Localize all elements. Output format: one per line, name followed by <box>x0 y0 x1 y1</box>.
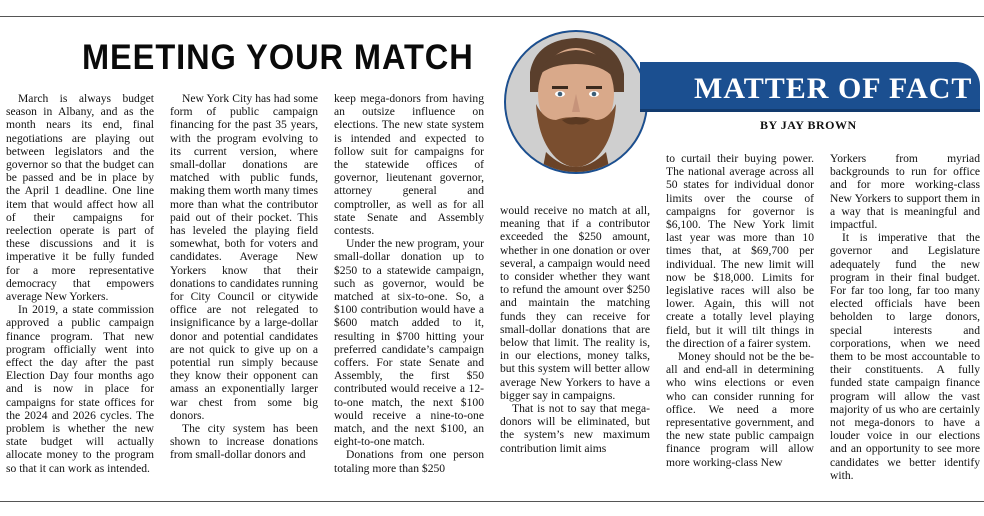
paragraph: The city system has been shown to increase donations from small-dollar donors and <box>170 422 318 462</box>
text-column-4 <box>500 204 650 496</box>
paragraph: In 2019, a state commission approved a public campaign finance program. That new program officially went into effect the day after the past Election Day four months ago and is now in place for campaigns for state offices for the 2024 and 2026 cycles. The problem is whether the new state budget will actually allocate money to the program so that it can work as intended. <box>6 303 154 475</box>
paragraph: Donations from one person totaling more than $250 <box>334 448 484 475</box>
text-column-5 <box>666 152 814 496</box>
paragraph: keep mega-donors from having an outsize influence on elections. The new state system is intended and expected to follow suit for campaigns for the statewide offices of governor, lieutenant governor, attorney general and comptroller, as well as for all state Senate and Assembly contests. <box>334 92 484 238</box>
bottom-rule <box>0 501 984 502</box>
paragraph: It is imperative that the governor and Legislature adequately fund the new program in their final budget. For far too long, far too many elected officials have been beholden to large donors, special interests and corporations, when we need them to be most accountable to their constituents. A fully funded state campaign finance program will allow the vast majority of us who are certainly not mega-donors to have a louder voice in our elections and an opportunity to see more candidates we better identify with. <box>830 231 980 482</box>
paragraph: Yorkers from myriad backgrounds to run for office and for more working-class New Yorkers to support them in a way that is meaningful and impactful. <box>830 152 980 232</box>
paragraph: Money should not be the be-all and end-all in determining who wins elections or even who can consider running for office. We need a more representative government, and the new state public campaign finance program will allow more working-class New <box>666 350 814 469</box>
top-rule <box>0 16 984 17</box>
paragraph: New York City has had some form of public campaign financing for the past 35 years, with the program evolving to its current version, where small-dollar donations are matched with public funds, making them worth many times more than what the contributor paid out of their pocket. This has leveled the playing field somewhat, both for voters and candidates. Average New Yorkers know that their donations to candidates running for City Council or citywide office are not relegated to insignificance by a large-dollar donor and potential candidates are not quick to give up on a potential run simply because they know their opponent can amass an exponentially larger war chest from some big donors. <box>170 92 318 422</box>
column-name: MATTER OF FACT <box>694 72 973 105</box>
headline: MEETING YOUR MATCH <box>82 38 474 77</box>
author-photo <box>504 30 648 174</box>
text-column-1 <box>6 92 154 497</box>
paragraph: That is not to say that mega-donors will be eliminated, but the system’s new maximum contribution limit aims <box>500 402 650 455</box>
paragraph: March is always budget season in Albany, and as the month nears its end, final negotiations are playing out between legislators and the governor so that the budget can be passed and be in place by the April 1 deadline. One line item that would affect how all of their campaigns for reelection operate is part of these discussions and it is imperative it be fully funded for a more representative democracy that empowers average New Yorkers. <box>6 92 154 304</box>
text-column-6 <box>830 152 980 496</box>
paragraph: to curtail their buying power. The national average across all 50 states for individual donor limits over the course of campaigns for governor is $6,100. The New York limit last year was more than 10 times that, at $69,700 per individual. The new limit will now be $18,000. Limits for legislative races will also be lower. Again, this will not create a totally level playing field, but it will tilt things in the direction of a fairer system. <box>666 152 814 350</box>
paragraph: Under the new program, your small-dollar donation up to $250 to a statewide campaign, such as governor, would be matched at six-to-one. So, a $100 contribution would have a $600 match added to it, resulting in $700 hitting your preferred candidate’s campaign coffers. For state Senate and Assembly, the first $50 contributed would receive a 12-to-one match, the next $100 would receive a nine-to-one match, and the next $100, an eight-to-one match. <box>334 237 484 449</box>
byline: BY JAY BROWN <box>760 118 857 132</box>
text-column-2 <box>170 92 318 497</box>
text-column-3 <box>334 92 484 497</box>
paragraph: would receive no match at all, meaning that if a contributor exceeded the $250 amount, whether in one donation or over several, a campaign would need to consider whether they want to refund the amount over $250 and maintain the matching funds they can receive for small-dollar donations that are below that limit. The reality is, in our elections, money talks, but this system will better allow average New Yorkers to have a bigger say in campaigns. <box>500 204 650 402</box>
